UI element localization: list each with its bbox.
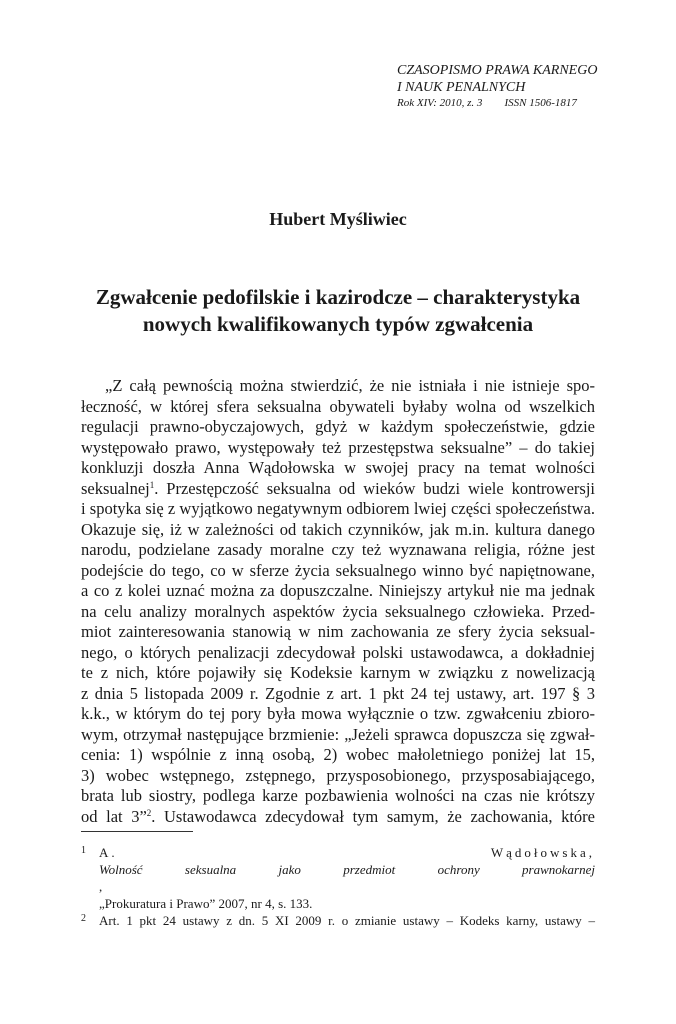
body-line: brata lub siostry, podlega karze pozbawienia wolności na czas nie krótszy: [81, 786, 595, 805]
body-line: cenia: 1) wspólnie z inną osobą, 2) wobec małoletniego poniżej lat 15,: [81, 745, 595, 764]
footnotes: [81, 844, 595, 929]
footnote-1: [81, 844, 595, 912]
footnote-ref-2[interactable]: 2: [146, 807, 152, 818]
body-line: występowało prawo, występowały też przestępstwa seksualne” – do takiej: [81, 437, 595, 457]
footnote-separator: [81, 831, 193, 832]
journal-meta: [397, 96, 597, 110]
body-line: na celu analizy moralnych aspektów życia seksualnego człowieka. Przed-: [81, 601, 595, 621]
title-line-1: Zgwałcenie pedofilskie i kazirodcze – charakterystyka: [95, 285, 581, 309]
footnote-number: 2: [81, 913, 86, 924]
body-line: 3) wobec wstępnego, zstępnego, przysposobionego, przysposabiającego,: [81, 765, 595, 785]
footnote-number: 1: [81, 845, 86, 856]
footnote-ref-1[interactable]: 1: [149, 479, 155, 490]
body-text: od lat 3”: [81, 806, 147, 826]
body-line: [81, 807, 595, 828]
footnote-punct: ,: [99, 879, 103, 894]
body-line: te z nich, które pojawiły się Kodeksie karnym w związku z nowelizacją: [81, 663, 595, 682]
body-line: podejście do tego, co w sferze życia seksualnego winno być napiętnowane,: [81, 560, 595, 580]
body-line: łeczność, w której sfera seksualna obywateli byłaby wolna od wszelkich: [81, 396, 595, 416]
body-text: seksualnej: [81, 478, 150, 498]
footnote-line: Art. 1 pkt 24 ustawy z dn. 5 XI 2009 r. o zmianie ustawy – Kodeks karny, ustawy –: [99, 913, 595, 928]
body-text: . Ustawodawca zdecydował tym samym, że zachowania, które: [151, 806, 595, 826]
body-line: regulacji prawno-obyczajowych, gdyż w każdym społeczeństwie, gdzie: [81, 417, 595, 436]
article-author: Hubert Myśliwiec: [269, 209, 407, 229]
journal-header: [397, 62, 597, 110]
journal-name-line1: CZASOPISMO PRAWA KARNEGO: [397, 63, 598, 78]
journal-volume: Rok XIV: 2010, z. 3: [397, 97, 483, 109]
footnote-author: A. Wądołowska,: [99, 845, 595, 860]
footnote-line: „Prokuratura i Prawo” 2007, nr 4, s. 133.: [99, 896, 313, 911]
body-text: . Przestępczość seksualna od wieków budzi wiele kontrowersji: [154, 478, 595, 498]
body-line: i spotyka się z wyjątkowo negatywnym odbiorem lwiej części społeczeństwa.: [81, 499, 595, 518]
body-line: Okazuje się, iż w zależności od takich czynników, jak m.in. kultura danego: [81, 519, 595, 539]
body-line: miot zainteresowania stanowią w nim zachowania ze sfery życia seksual-: [81, 622, 595, 641]
body-line: narodu, podzielane zasady moralne czy też wyznawana religia, różne jest: [81, 540, 595, 559]
journal-issn: ISSN 1506-1817: [504, 97, 577, 109]
body-line: z dnia 5 listopada 2009 r. Zgodnie z art. 1 pkt 24 tej ustawy, art. 197 § 3: [81, 683, 595, 703]
body-line: konkluzji doszła Anna Wądołowska w swojej pracy na temat wolności: [81, 458, 595, 477]
title-line-2: nowych kwalifikowanych typów zgwałcenia: [142, 312, 534, 336]
body-line: nego, o których penalizacji zdecydował polski ustawodawca, a dokładniej: [81, 642, 595, 662]
article-title: [0, 284, 676, 338]
body-line: „Z całą pewnością można stwierdzić, że nie istniała i nie istnieje spo-: [105, 376, 595, 395]
footnote-text: [99, 844, 595, 912]
body-line: a co z kolei uznać można za dopuszczalne. Niniejszy artykuł nie ma jednak: [81, 581, 595, 600]
footnote-line: [99, 844, 595, 895]
journal-name-line2: I NAUK PENALNYCH: [397, 80, 526, 95]
footnote-2: [81, 912, 595, 929]
footnote-text: [99, 912, 595, 929]
article-body: [81, 376, 595, 827]
body-line: [81, 479, 595, 500]
body-line: wym, otrzymał następujące brzmienie: „Jeżeli sprawca dopuszcza się zgwał-: [81, 724, 595, 744]
footnote-title: Wolność seksualna jako przedmiot ochrony prawnokarnej: [99, 862, 595, 877]
body-line: k.k., w którym do tej pory była mowa wyłącznie o tzw. zgwałceniu zbioro-: [81, 704, 595, 723]
